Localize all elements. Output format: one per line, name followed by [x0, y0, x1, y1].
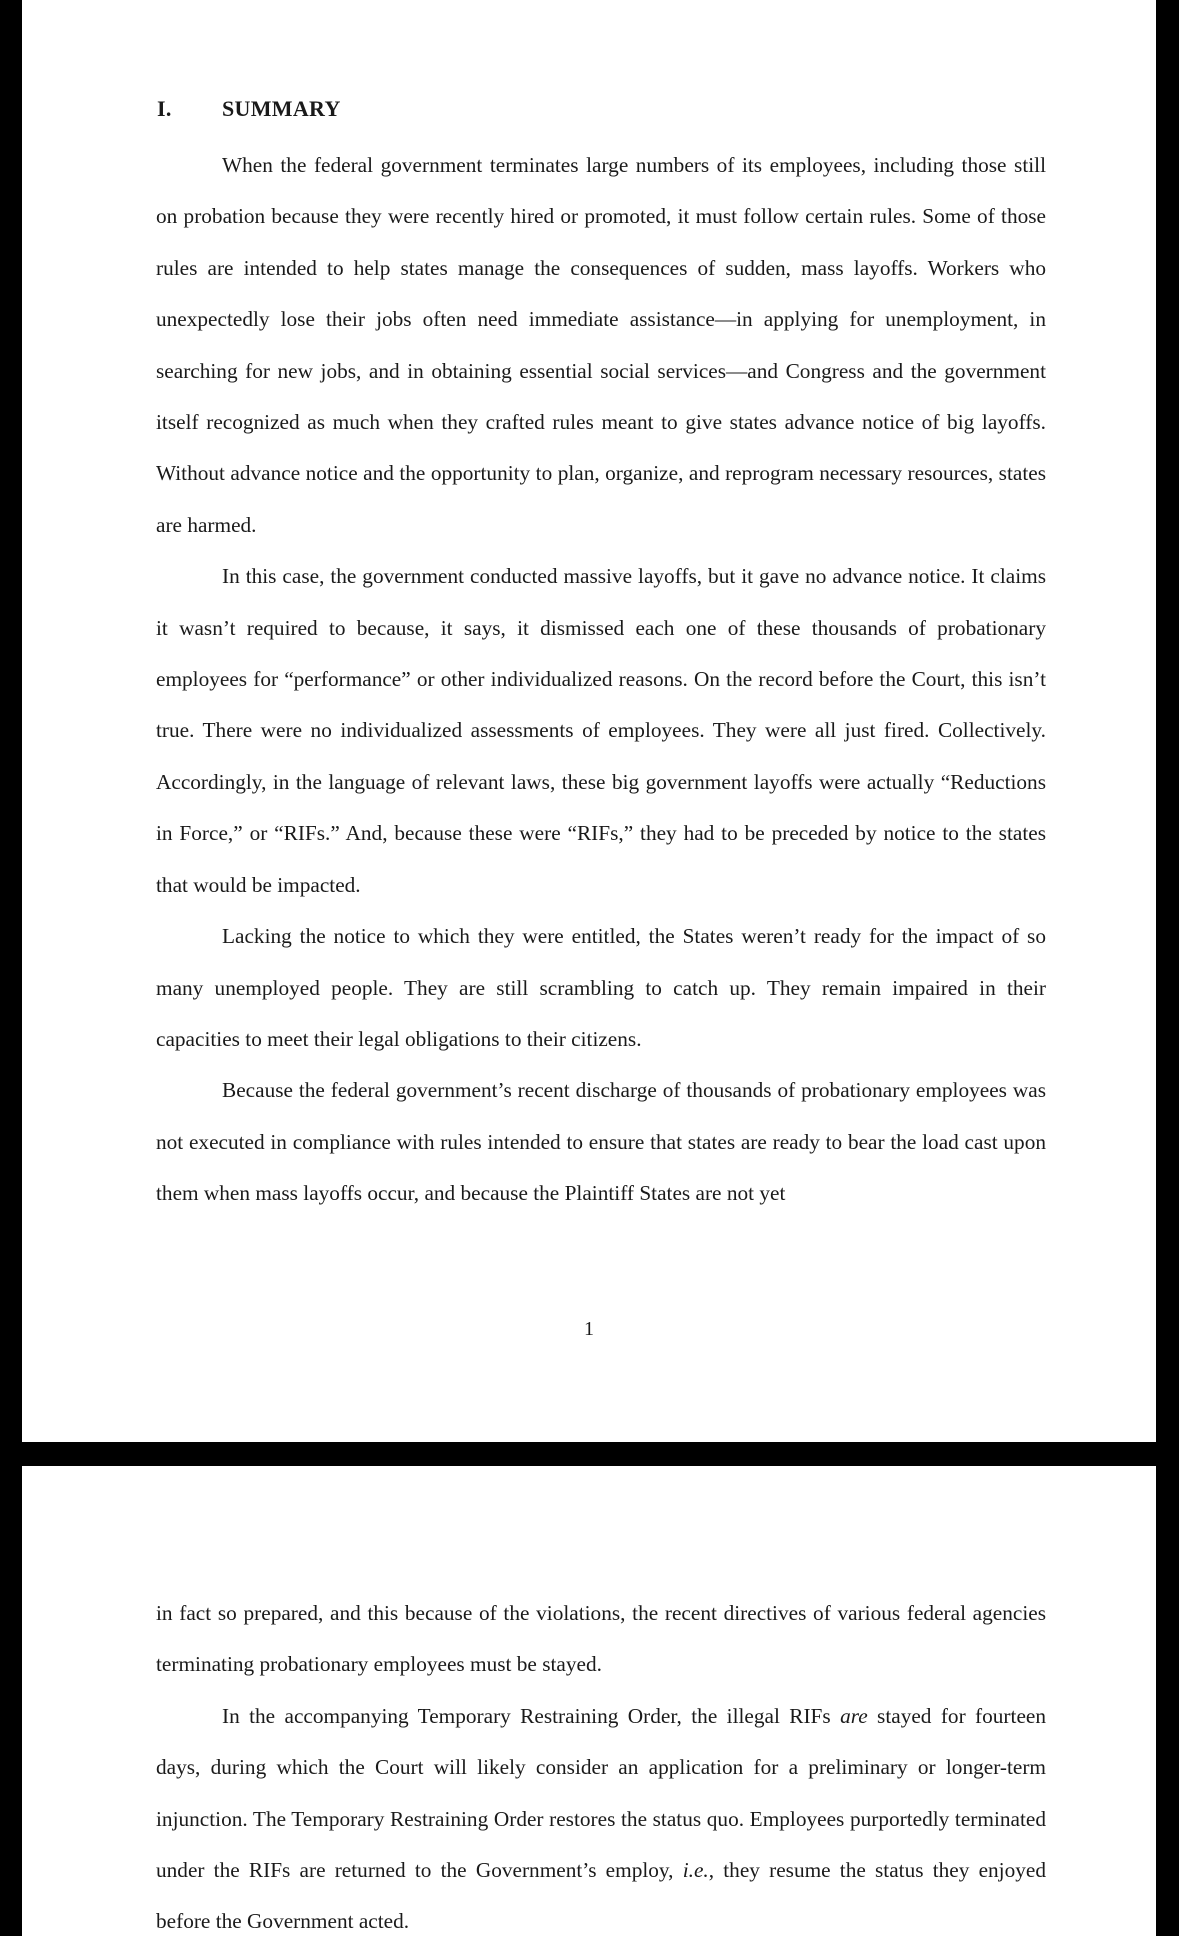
- text-run: In the accompanying Temporary Restraining Order, the illegal RIFs: [222, 1703, 841, 1728]
- text-run: stayed for fourteen days, during which the Court will likely consider an application for a preliminary or longer-term injunction. The Temporary Restraining Order restores the status quo. Employees purportedly terminated under the RIFs are returned to the Government’s employ,: [156, 1703, 1046, 1883]
- document-page-1: [22, 0, 1156, 1442]
- emphasis-text: are: [840, 1703, 868, 1728]
- text-run: , they resume the status they enjoyed before the Government acted.: [156, 1858, 1046, 1934]
- paragraph: [156, 1691, 1046, 1936]
- emphasis-text: i.e.: [682, 1858, 709, 1883]
- continued-body: [156, 1588, 1046, 1936]
- section-heading: [157, 96, 341, 122]
- summary-body: [156, 140, 1046, 1220]
- section-title: SUMMARY: [222, 96, 341, 121]
- document-page-2: [22, 1466, 1156, 1936]
- paragraph: Because the federal government’s recent discharge of thousands of probationary employees was not executed in compliance with rules intended to ensure that states are ready to bear the load cast upon them when mass layoffs occur, and because the Plaintiff States are not yet: [156, 1078, 1046, 1206]
- paragraph: In this case, the government conducted massive layoffs, but it gave no advance notice. It claims it wasn’t required to because, it says, it dismissed each one of these thousands of probationary employees for “performance” or other individualized reasons. On the record before the Court, this isn’t true. There were no individualized assessments of employees. They were all just fired. Collectively. Accordingly, in the language of relevant laws, these big government layoffs were actually “Reductions in Force,” or “RIFs.” And, because these were “RIFs,” they had to be preceded by notice to the states that would be impacted.: [156, 564, 1046, 897]
- paragraph: Lacking the notice to which they were entitled, the States weren’t ready for the impact of so many unemployed people. They are still scrambling to catch up. They remain impaired in their capacities to meet their legal obligations to their citizens.: [156, 924, 1046, 1051]
- section-number: I.: [157, 96, 172, 121]
- paragraph: When the federal government terminates large numbers of its employees, including those still on probation because they were recently hired or promoted, it must follow certain rules. Some of those rules are intended to help states manage the consequences of sudden, mass layoffs. Workers who unexpectedly lose their jobs often need immediate assistance—in applying for unemployment, in searching for new jobs, and in obtaining essential social services—and Congress and the government itself recognized as much when they crafted rules meant to give states advance notice of big layoffs. Without advance notice and the opportunity to plan, organize, and reprogram necessary resources, states are harmed.: [156, 153, 1046, 537]
- paragraph-continuation: in fact so prepared, and this because of the violations, the recent directives of various federal agencies terminating probationary employees must be stayed.: [156, 1601, 1046, 1677]
- page-number: 1: [584, 1318, 594, 1340]
